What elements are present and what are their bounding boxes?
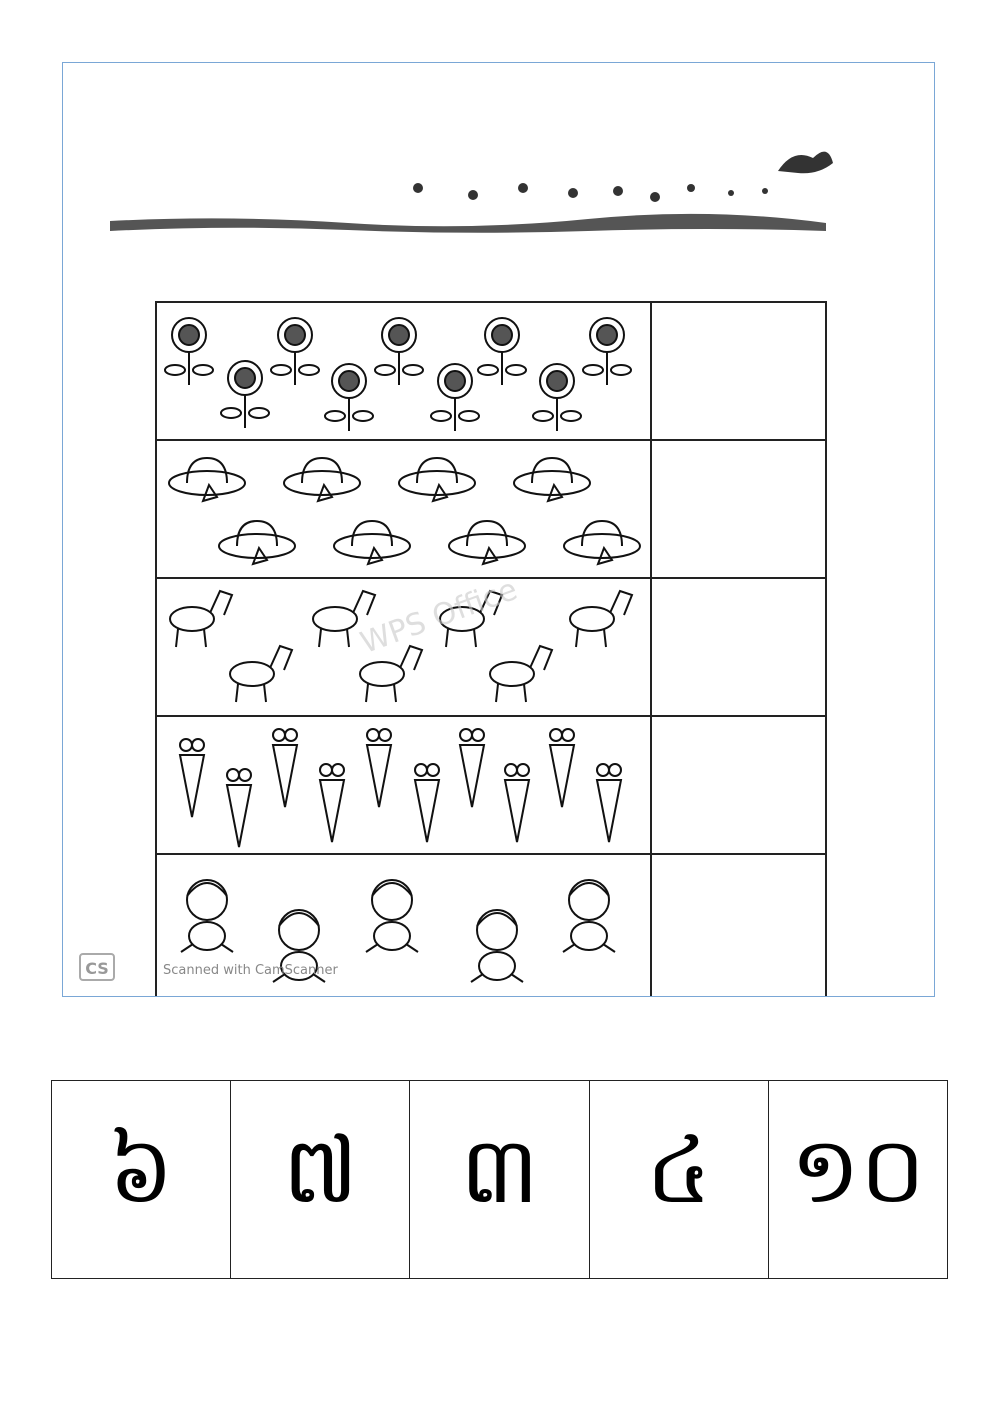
scanned-worksheet [62,62,935,997]
answer-box[interactable] [652,717,825,853]
table-row [157,572,825,717]
birds-illustration [393,133,863,213]
hat-icons [157,441,652,579]
sunflowers-cell [157,303,652,439]
table-row [157,441,825,579]
answer-box[interactable] [652,855,825,997]
wps-watermark: WPS Office [355,572,522,661]
carrot-icons [157,717,652,855]
number-cards-row [51,1080,948,1279]
answer-box[interactable] [652,303,825,439]
sunflower-icons [157,303,652,441]
table-row [157,303,825,441]
number-card[interactable]: ៣ [410,1081,589,1278]
horse-icons [157,579,652,717]
counting-table [155,301,827,997]
carrots-cell [157,717,652,853]
number-card[interactable]: ៧ [231,1081,410,1278]
hats-cell [157,441,652,577]
horses-cell [157,572,652,715]
number-card[interactable]: ៤ [590,1081,769,1278]
ground-line [108,203,828,243]
number-card[interactable]: ៦ [52,1081,231,1278]
camscanner-logo: CS [79,953,115,981]
table-row [157,717,825,855]
answer-box[interactable] [652,441,825,577]
answer-box[interactable] [652,579,825,715]
scanned-caption: Scanned with CamScanner [163,963,338,978]
number-card[interactable]: ១០ [790,1117,926,1224]
